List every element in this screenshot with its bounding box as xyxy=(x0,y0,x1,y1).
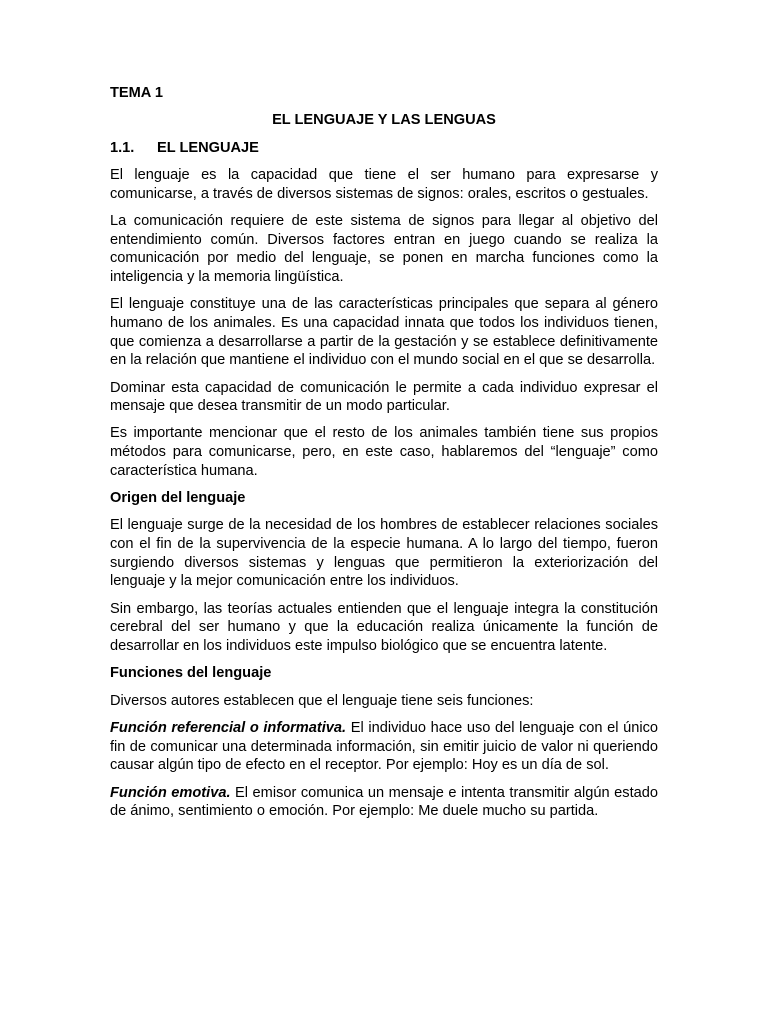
paragraph: Dominar esta capacidad de comunicación le permite a cada individuo expresar el mensaje que desea transmitir de un modo particular. xyxy=(110,379,658,415)
paragraph: Diversos autores establecen que el lenguaje tiene seis funciones: xyxy=(110,692,534,709)
function-item xyxy=(110,719,658,775)
function-item xyxy=(110,784,658,821)
section-heading xyxy=(110,139,658,158)
paragraph: El lenguaje surge de la necesidad de los hombres de establecer relaciones sociales con el fin de la supervivencia de la especie humana. A lo largo del tiempo, fueron surgiendo diversos sistemas y lenguas que permitieron la exteriorización del lenguaje y la mejor comunicación entre los individuos. xyxy=(110,517,658,590)
paragraph: Sin embargo, las teorías actuales entienden que el lenguaje integra la constitución cerebral del ser humano y que la educación realiza únicamente la función de desarrollar en los individuos este impulso biológico que se encuentra latente. xyxy=(110,600,658,654)
paragraph: El lenguaje es la capacidad que tiene el ser humano para expresarse y comunicarse, a través de diversos sistemas de signos: orales, escritos o gestuales. xyxy=(110,167,658,202)
section-number: 1.1. xyxy=(110,139,135,156)
subheading-origin: Origen del lenguaje xyxy=(110,490,246,507)
function-description: El individuo hace uso del lenguaje con el único fin de comunicar una determinada información, sin emitir juicio de valor ni queriendo causar algún tipo de efecto en el receptor. Por ejemplo: Hoy es un día de sol. xyxy=(110,719,658,774)
paragraph: Es importante mencionar que el resto de los animales también tiene sus propios métodos para comunicarse, pero, en este caso, hablaremos del “lenguaje” como característica humana. xyxy=(110,425,658,479)
function-description: El emisor comunica un mensaje e intenta transmitir algún estado de ánimo, sentimiento o emoción. Por ejemplo: Me duele mucho su partida. xyxy=(110,784,658,820)
paragraph: La comunicación requiere de este sistema de signos para llegar al objetivo del entendimiento común. Diversos factores entran en juego cuando se realiza la comunicación por medio del lenguaje, se ponen en marcha funciones como la inteligencia y la memoria lingüística. xyxy=(110,213,658,285)
function-term: Función referencial o informativa. xyxy=(110,719,347,736)
section-title: EL LENGUAJE xyxy=(157,139,259,156)
document-title: EL LENGUAJE Y LAS LENGUAS xyxy=(272,112,496,129)
subheading-functions: Funciones del lenguaje xyxy=(110,665,272,682)
document-page xyxy=(110,84,658,830)
topic-label: TEMA 1 xyxy=(110,85,163,101)
function-term: Función emotiva. xyxy=(110,784,231,801)
paragraph: El lenguaje constituye una de las características principales que separa al género humano de los animales. Es una capacidad innata que todos los individuos tienen, que comienza a desarrollarse a partir de la gestación y se establece definitivamente en la relación que mantiene el individuo con el mundo social en el que se desarrolla. xyxy=(110,296,658,369)
